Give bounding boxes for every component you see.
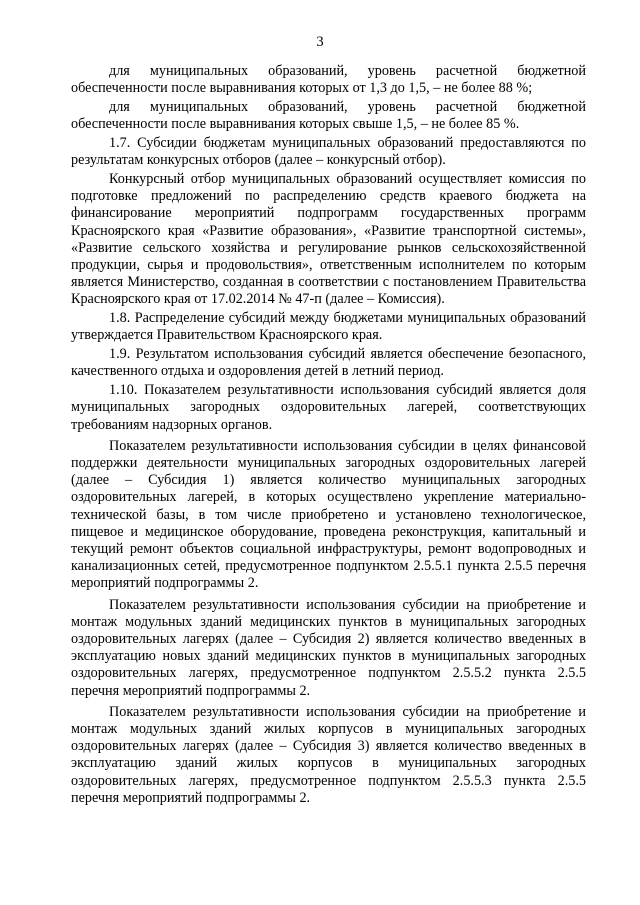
paragraph-1-10: 1.10. Показателем результативности использования субсидий является доля муниципальных загородных оздоровительных лагерей, соответствующих требованиям надзорных органов.: [71, 382, 586, 433]
page-number: 3: [316, 34, 324, 50]
paragraph-subsidy-2: Показателем результативности использования субсидии на приобретение и монтаж модульных зданий медицинских пунктов в муниципальных загородных оздоровительных лагерях (далее – Субсидия 2) является количество введенных в эксплуатацию новых зданий медицинских пунктов в муниципальных загородных оздоровительных лагерях, предусмотренное подпунктом 2.5.5.2 пункта 2.5.5 перечня мероприятий подпрограммы 2.: [71, 596, 586, 699]
paragraph-subsidy-3: Показателем результативности использования субсидии на приобретение и монтаж модульных зданий жилых корпусов в муниципальных загородных оздоровительных лагерях (далее – Субсидия 3) является количество введенных в эксплуатацию зданий жилых корпусов в муниципальных загородных оздоровительных лагерях, предусмотренное подпунктом 2.5.5.3 пункта 2.5.5 перечня мероприятий подпрограммы 2.: [71, 703, 586, 806]
paragraph-1-8: 1.8. Распределение субсидий между бюджетами муниципальных образований утверждается Правительством Красноярского края.: [71, 310, 586, 344]
paragraph-rate-1-3-to-1-5: для муниципальных образований, уровень расчетной бюджетной обеспеченности после выравнивания которых от 1,3 до 1,5, – не более 88 %;: [71, 63, 586, 97]
paragraph-rate-over-1-5: для муниципальных образований, уровень расчетной бюджетной обеспеченности после выравнивания которых свыше 1,5, – не более 85 %.: [71, 99, 586, 133]
paragraph-commission: Конкурсный отбор муниципальных образований осуществляет комиссия по подготовке предложений по распределению средств краевого бюджета на финансирование мероприятий подпрограмм государственных программ Красноярского края «Развитие образования», «Развитие транспортной системы», «Развитие сельского хозяйства и регулирование рынков сельскохозяйственной продукции, сырья и продовольствия», ответственным исполнителем по которым является Министерство, созданная в соответствии с постановлением Правительства Красноярского края от 17.02.2014 № 47-п (далее – Комиссия).: [71, 171, 586, 308]
document-body: [71, 63, 586, 809]
paragraph-1-9: 1.9. Результатом использования субсидий является обеспечение безопасного, качественного отдыха и оздоровления детей в летний период.: [71, 346, 586, 380]
paragraph-1-7: 1.7. Субсидии бюджетам муниципальных образований предоставляются по результатам конкурсных отборов (далее – конкурсный отбор).: [71, 135, 586, 169]
paragraph-subsidy-1: Показателем результативности использования субсидии в целях финансовой поддержки деятельности муниципальных загородных оздоровительных лагерей (далее – Субсидия 1) является количество муниципальных загородных оздоровительных лагерей, в которых осуществлено укрепление материально-технической базы, в том числе приобретено и установлено технологическое, пищевое и медицинское оборудование, проведена реконструкция, капитальный и текущий ремонт объектов социальной инфраструктуры, ремонт водопроводных и канализационных сетей, предусмотренное подпунктом 2.5.5.1 пункта 2.5.5 перечня мероприятий подпрограммы 2.: [71, 437, 586, 592]
